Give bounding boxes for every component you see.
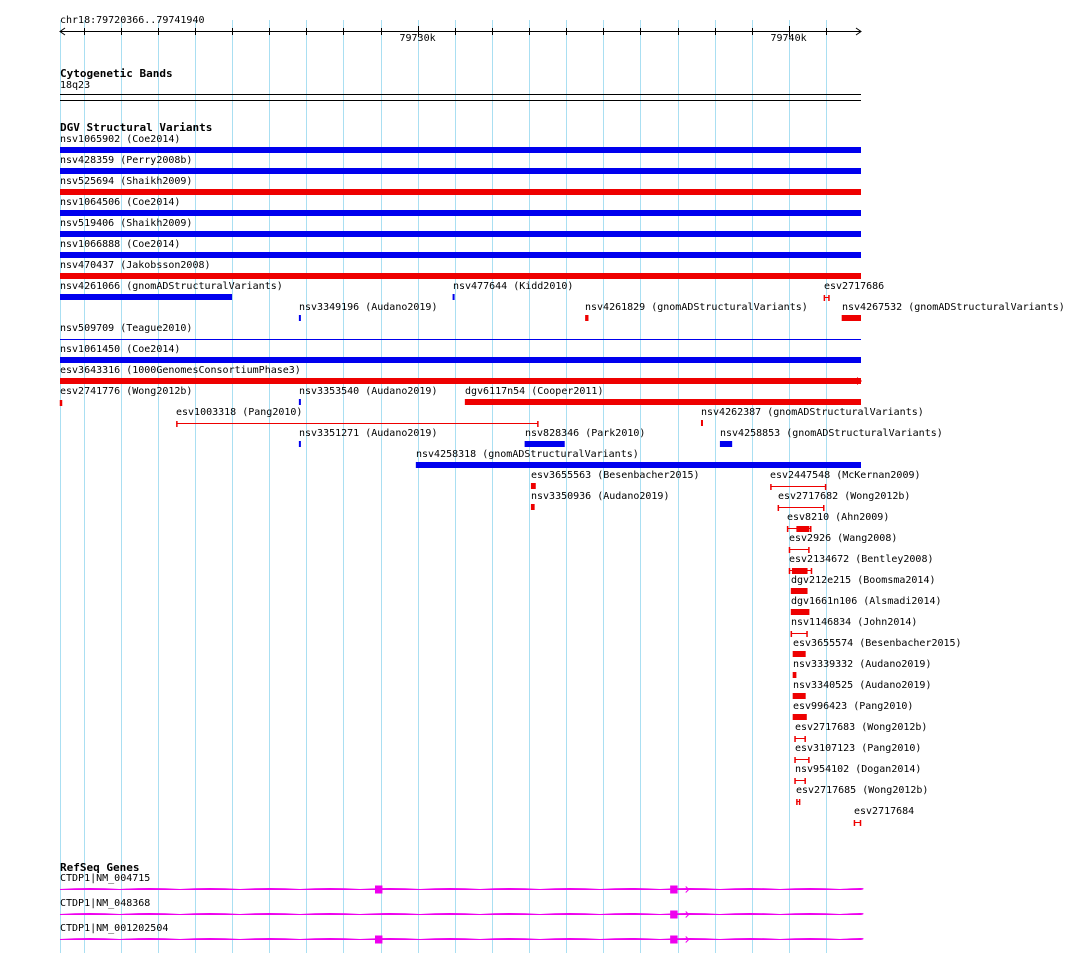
- variant-thick-part: [796, 526, 809, 532]
- gene-exon[interactable]: [670, 886, 677, 894]
- variant-glyph[interactable]: [60, 231, 861, 237]
- variant-label[interactable]: nsv509709 (Teague2010): [60, 323, 193, 334]
- variant-glyph[interactable]: [299, 399, 301, 405]
- variant-label[interactable]: esv3643316 (1000GenomesConsortiumPhase3): [60, 365, 301, 376]
- variant-label[interactable]: esv3655563 (Besenbacher2015): [531, 470, 700, 481]
- variant-label[interactable]: nsv4267532 (gnomADStructuralVariants): [842, 302, 1065, 313]
- variant-label[interactable]: esv2717684: [854, 806, 915, 817]
- variant-glyph[interactable]: [701, 420, 703, 426]
- variant-label[interactable]: esv2134672 (Bentley2008): [789, 554, 934, 565]
- gene-label[interactable]: CTDP1|NM_001202504: [60, 923, 169, 934]
- variant-glyph[interactable]: [60, 378, 861, 384]
- ruler-tick-label: 79730k: [399, 33, 436, 44]
- variant-label[interactable]: dgv1661n106 (Alsmadi2014): [791, 596, 942, 607]
- variant-label[interactable]: nsv428359 (Perry2008b): [60, 155, 193, 166]
- variant-label[interactable]: nsv1061450 (Coe2014): [60, 344, 181, 355]
- variant-glyph[interactable]: [791, 588, 808, 594]
- variant-glyph[interactable]: [793, 672, 797, 678]
- variant-label[interactable]: nsv525694 (Shaikh2009): [60, 176, 193, 187]
- variant-label[interactable]: nsv3339332 (Audano2019): [793, 659, 932, 670]
- gene-exon[interactable]: [670, 936, 677, 944]
- variant-label[interactable]: nsv3340525 (Audano2019): [793, 680, 932, 691]
- variant-label[interactable]: esv2717682 (Wong2012b): [778, 491, 911, 502]
- variant-label[interactable]: nsv4261829 (gnomADStructuralVariants): [585, 302, 808, 313]
- variant-glyph[interactable]: [793, 693, 806, 699]
- ruler-tick-label: 79740k: [770, 33, 807, 44]
- variant-thick-part: [792, 568, 808, 574]
- variant-glyph[interactable]: [60, 252, 861, 258]
- variant-label[interactable]: nsv3351271 (Audano2019): [299, 428, 438, 439]
- variant-glyph[interactable]: [60, 294, 232, 300]
- variant-glyph[interactable]: [791, 609, 810, 615]
- variant-label[interactable]: esv3107123 (Pang2010): [795, 743, 922, 754]
- variant-label[interactable]: esv996423 (Pang2010): [793, 701, 914, 712]
- variant-label[interactable]: nsv954102 (Dogan2014): [795, 764, 922, 775]
- variant-label[interactable]: nsv828346 (Park2010): [525, 428, 646, 439]
- variant-label[interactable]: esv2717683 (Wong2012b): [795, 722, 928, 733]
- variant-glyph[interactable]: [299, 441, 301, 447]
- variant-glyph[interactable]: [465, 399, 861, 405]
- variant-label[interactable]: nsv470437 (Jakobsson2008): [60, 260, 211, 271]
- variant-label[interactable]: esv2717686: [824, 281, 885, 292]
- gene-exon[interactable]: [375, 886, 382, 894]
- variant-label[interactable]: esv2717685 (Wong2012b): [796, 785, 929, 796]
- variant-label[interactable]: nsv4258853 (gnomADStructuralVariants): [720, 428, 943, 439]
- variant-glyph[interactable]: [60, 189, 861, 195]
- variant-glyph[interactable]: [842, 315, 861, 321]
- dgv-track-title[interactable]: DGV Structural Variants: [60, 121, 213, 134]
- refseq-track-title[interactable]: RefSeq Genes: [60, 861, 140, 874]
- variant-label[interactable]: dgv6117n54 (Cooper2011): [465, 386, 604, 397]
- gene-label[interactable]: CTDP1|NM_048368: [60, 898, 151, 909]
- variant-glyph[interactable]: [793, 651, 806, 657]
- gene-exon[interactable]: [375, 936, 382, 944]
- variant-label[interactable]: nsv3350936 (Audano2019): [531, 491, 670, 502]
- variant-label[interactable]: nsv4261066 (gnomADStructuralVariants): [60, 281, 283, 292]
- gene-exon[interactable]: [670, 911, 677, 919]
- variant-label[interactable]: esv1003318 (Pang2010): [176, 407, 303, 418]
- variant-glyph[interactable]: [525, 441, 565, 447]
- variant-label[interactable]: esv8210 (Ahn2009): [787, 512, 890, 523]
- variant-label[interactable]: esv2447548 (McKernan2009): [770, 470, 921, 481]
- variant-label[interactable]: nsv1146834 (John2014): [791, 617, 918, 628]
- variant-glyph[interactable]: [793, 714, 807, 720]
- variant-glyph[interactable]: [531, 483, 536, 489]
- variant-glyph[interactable]: [453, 294, 455, 300]
- gene-label[interactable]: CTDP1|NM_004715: [60, 873, 151, 884]
- variant-glyph[interactable]: [299, 315, 301, 321]
- variant-label[interactable]: dgv212e215 (Boomsma2014): [791, 575, 936, 586]
- variant-label[interactable]: nsv519406 (Shaikh2009): [60, 218, 193, 229]
- variant-glyph[interactable]: [60, 357, 861, 363]
- variant-glyph[interactable]: [60, 168, 861, 174]
- variant-label[interactable]: nsv3353540 (Audano2019): [299, 386, 438, 397]
- variant-glyph[interactable]: [531, 504, 535, 510]
- variant-glyph[interactable]: [585, 315, 588, 321]
- variant-label[interactable]: esv2926 (Wang2008): [789, 533, 898, 544]
- variant-label[interactable]: nsv1064506 (Coe2014): [60, 197, 181, 208]
- variant-glyph[interactable]: [416, 462, 861, 468]
- variant-glyph[interactable]: [60, 273, 861, 279]
- variant-glyph[interactable]: [60, 147, 861, 153]
- variant-label[interactable]: nsv4262387 (gnomADStructuralVariants): [701, 407, 924, 418]
- variant-glyph[interactable]: [60, 210, 861, 216]
- cytobands-track-title[interactable]: Cytogenetic Bands: [60, 67, 173, 80]
- location-label: chr18:79720366..79741940: [60, 15, 205, 26]
- variant-label[interactable]: nsv4258318 (gnomADStructuralVariants): [416, 449, 639, 460]
- variant-label[interactable]: nsv1065902 (Coe2014): [60, 134, 181, 145]
- variant-label[interactable]: esv2741776 (Wong2012b): [60, 386, 193, 397]
- variant-label[interactable]: esv3655574 (Besenbacher2015): [793, 638, 962, 649]
- cytoband-label: 18q23: [60, 80, 91, 91]
- variant-label[interactable]: nsv477644 (Kidd2010): [453, 281, 574, 292]
- variant-label[interactable]: nsv1066888 (Coe2014): [60, 239, 181, 250]
- variant-label[interactable]: nsv3349196 (Audano2019): [299, 302, 438, 313]
- variant-glyph[interactable]: [720, 441, 732, 447]
